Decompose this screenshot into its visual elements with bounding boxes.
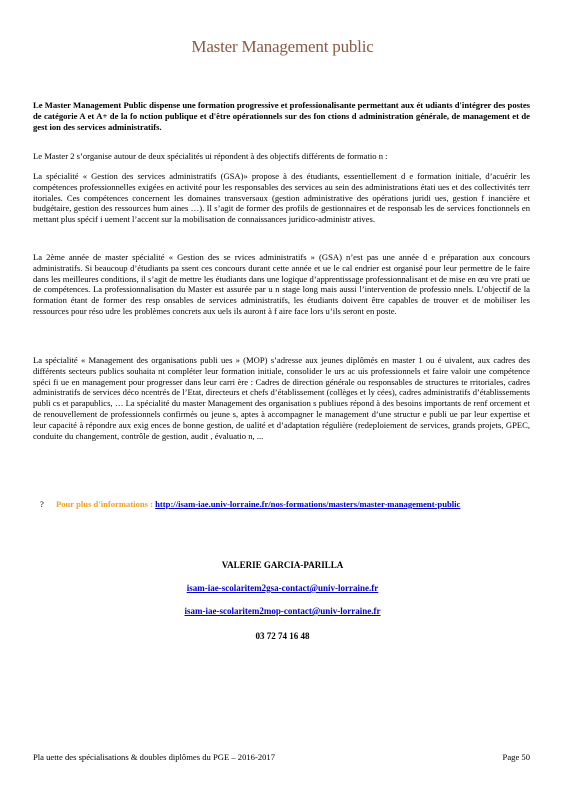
specialities-intro-text: Le Master 2 s’organise autour de deux spécialités ui répondent à des objectifs différents de formatio n : — [33, 151, 388, 161]
intro-paragraph — [33, 100, 530, 132]
mop-paragraph — [33, 355, 530, 441]
contact-phone: 03 72 74 16 48 — [255, 631, 310, 641]
footer-left-text: Pla uette des spécialisations & doubles diplômes du PGE – 2016-2017 — [33, 752, 276, 762]
contact-email-gsa-link[interactable]: isam-iae-scolaritem2gsa-contact@univ-lorraine.fr — [186, 583, 379, 593]
gsa-paragraph-2-text: La 2ème année de master spécialité « Gestion des se rvices administratifs » (GSA) n’est pas une année d e préparation aux concours administratifs. Si beaucoup d’étudiants pa ssent ces concours durant cette année et ue le cal endrier est organisé pour leur permettre de le faire dans les meilleures conditions, il s’agit de mettre les étudiants dans une logique d’apprentissage professionnalisant et de mise en œu vre prati ue de compétences. La professionnalisation du Master est assurée par u n stage long mais aussi l’intervention de professio nnels. L’objectif de la formation étant de former des resp onsables de services administratifs, les étudiants doivent être capables de trouver et de mobiliser les ressources pour réso udre les problèmes concrets aux uels ils auront à f aire face lors u’ils seront en poste. — [33, 252, 530, 316]
page-number: Page 50 — [502, 752, 530, 762]
info-bullet-icon: ? — [40, 499, 44, 509]
gsa-paragraph-1-text: La spécialité « Gestion des services administratifs (GSA)» propose à des étudiants, essentiellement d e formation initiale, d’acuérir les compétences professionnelles exigées en activité pour les responsables des services au sein des administrations étati ues et des collectivités terr itoriales. Ces compétences concernent les domaines transversaux (gestion administrative des opérations juridi ues, gestion f inancière et budgétaire, gestion des ressources hum aines …). Il s’agit de former des profils de gestionnaires et de responsab les de services fonctionnels en mettant plus spécif i uement l’accent sur la mobilisation de connaissances juridico-administr atives. — [33, 171, 530, 225]
specialities-intro — [33, 151, 530, 162]
contact-email-mop-link[interactable]: isam-iae-scolaritem2mop-contact@univ-lorraine.fr — [184, 606, 381, 616]
page-footer — [33, 752, 530, 762]
contact-name: VALERIE GARCIA-PARILLA — [221, 560, 344, 570]
intro-text: Le Master Management Public dispense une formation progressive et professionalisante permettant aux ét udiants d'intégrer des postes de catégorie A et A+ de la fo nction publique et d'être opérationnels sur des fon ctions d administration générale, de management et de gest ion des services administratifs. — [33, 100, 530, 132]
gsa-paragraph-2 — [33, 252, 530, 317]
gsa-paragraph-1 — [33, 171, 530, 225]
more-info-link[interactable]: http://isam-iae.univ-lorraine.fr/nos-formations/masters/master-management-public — [155, 499, 461, 509]
page-title: Master Management public — [191, 37, 374, 56]
mop-paragraph-text: La spécialité « Management des organisations publi ues » (MOP) s’adresse aux jeunes diplômés en master 1 ou é uivalent, aux cadres des différents secteurs publics souhaita nt compléter leur formation initiale, consolider le urs ac uis professionnels et faire valoir une compétence spéci fi ue en management pour progresser dans leur carri ère : Cadres de direction générale ou responsables de structures te rritoriales, cadres administratifs de services déco ncentrés de l’Etat, directeurs et chefs d’établissement (collèges et ly cées), cadres administratifs d’établissements publi cs et parapublics, … La spécialité du master Management des organisation s publiues répond à des besoins importants de renf orcement et de renouvellement de professionnels confirmés ou jeune s, aptes à accompagner le management d’une structur e publi ue par leur expertise et leur capacité à répondre aux exig ences de bonne gestion, de ualité et d’adaptation régulière (redeploiement de services, grands projets, GPEC, conduite du changement, contrôle de gestion, audit , évaluatio n, ... — [33, 355, 530, 441]
more-info-label: Pour plus d'informations : — [55, 499, 153, 509]
more-info-line — [40, 499, 460, 509]
